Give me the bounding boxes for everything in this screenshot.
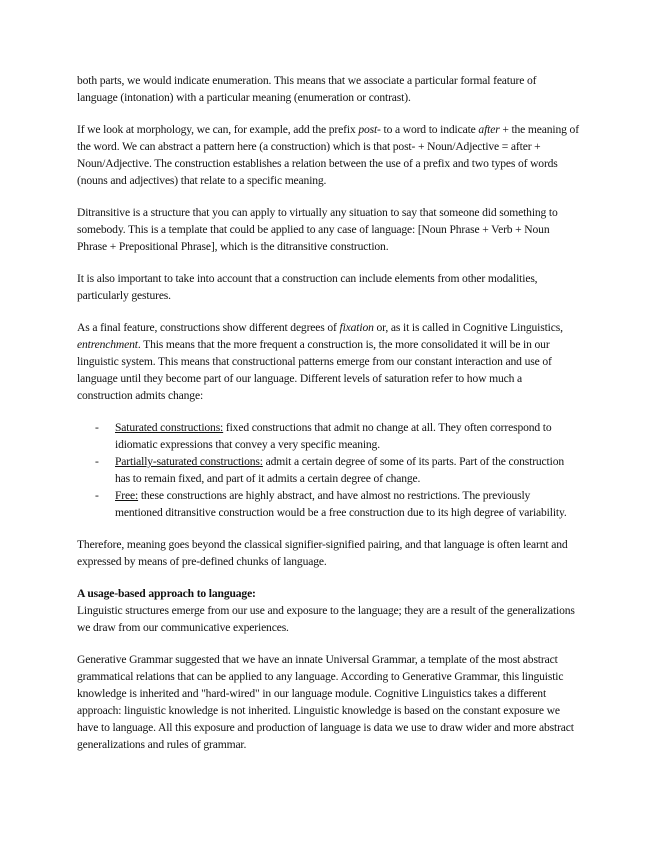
paragraph-morphology [77,121,579,189]
list-item-saturated [95,419,579,453]
list-item-free [95,487,579,521]
paragraph-ditransitive: Ditransitive is a structure that you can apply to virtually any situation to say that someone did something to somebody. This is a template that could be applied to any case of language: [Noun Phrase + Verb + Noun Phrase + Prepositional Phrase], which is the ditransitive construction. [77,206,558,253]
section-heading: A usage-based approach to language: [77,587,256,600]
paragraph-modalities: It is also important to take into account that a construction can include elements from other modalities, particularly gestures. [77,272,538,302]
definition-text: fixed constructions that admit no change at all. They often correspond to idiomatic expressions that convey a very specific meaning. [115,421,552,451]
definition-text: admit a certain degree of some of its parts. Part of the construction has to remain fixed, and part of it admits a certain degree of change. [115,455,564,485]
list-item-partially-saturated [95,453,579,487]
text-run: + the meaning of the word. We can abstract a pattern here (a construction) which is that post- + Noun/Adjective = after + Noun/Adjective. The construction establishes a relation between the use of a prefix and two types of words (nouns and adjectives) that relate to a specific meaning. [77,123,579,187]
italic-term-fixation: fixation [339,321,374,334]
term-saturated: Saturated constructions: [115,421,224,434]
paragraph-usage-based: Linguistic structures emerge from our use and exposure to the language; they are a result of the generalizations we draw from our communicative experiences. [77,604,575,634]
text-run: or, as it is called in Cognitive Linguistics, [373,321,563,334]
text-run: . This means that the more frequent a construction is, the more consolidated it will be in our linguistic system. This means that constructional patterns emerge from our constant interaction and use of language until they become part of our language. Different levels of saturation refer to how much a construction admits change: [77,338,552,402]
list-dash: - [95,455,99,468]
paragraph-meaning: Therefore, meaning goes beyond the classical signifier-signified pairing, and that language is often learnt and expressed by means of pre-defined chunks of language. [77,538,568,568]
italic-term-post: post- [358,123,381,136]
text-run: As a final feature, constructions show different degrees of [77,321,340,334]
italic-term-after: after [478,123,500,136]
paragraph-entrenchment [77,319,579,404]
text-run: to a word to indicate [380,123,479,136]
list-dash: - [95,421,99,434]
definition-text: these constructions are highly abstract, and have almost no restrictions. The previously mentioned ditransitive construction would be a free construction due to its high degree of variability. [115,489,567,519]
saturation-list [77,419,579,521]
paragraph-enumeration: both parts, we would indicate enumeration. This means that we associate a particular formal feature of language (intonation) with a particular meaning (enumeration or contrast). [77,74,537,104]
term-partially-saturated: Partially-saturated constructions: [115,455,263,468]
paragraph-generative-grammar: Generative Grammar suggested that we have an innate Universal Grammar, a template of the most abstract grammatical relations that can be applied to any language. According to Generative Grammar, this linguistic knowledge is inherited and "hard-wired" in our language module. Cognitive Linguistics takes a different approach: linguistic knowledge is not inherited. Linguistic knowledge is based on the constant exposure we have to language. All this exposure and production of language is data we use to draw wider and more abstract generalizations and rules of grammar. [77,653,574,751]
text-run: If we look at morphology, we can, for example, add the prefix [77,123,359,136]
term-free: Free: [115,489,139,502]
italic-term-entrenchment: entrenchment [77,338,138,351]
list-dash: - [95,489,99,502]
